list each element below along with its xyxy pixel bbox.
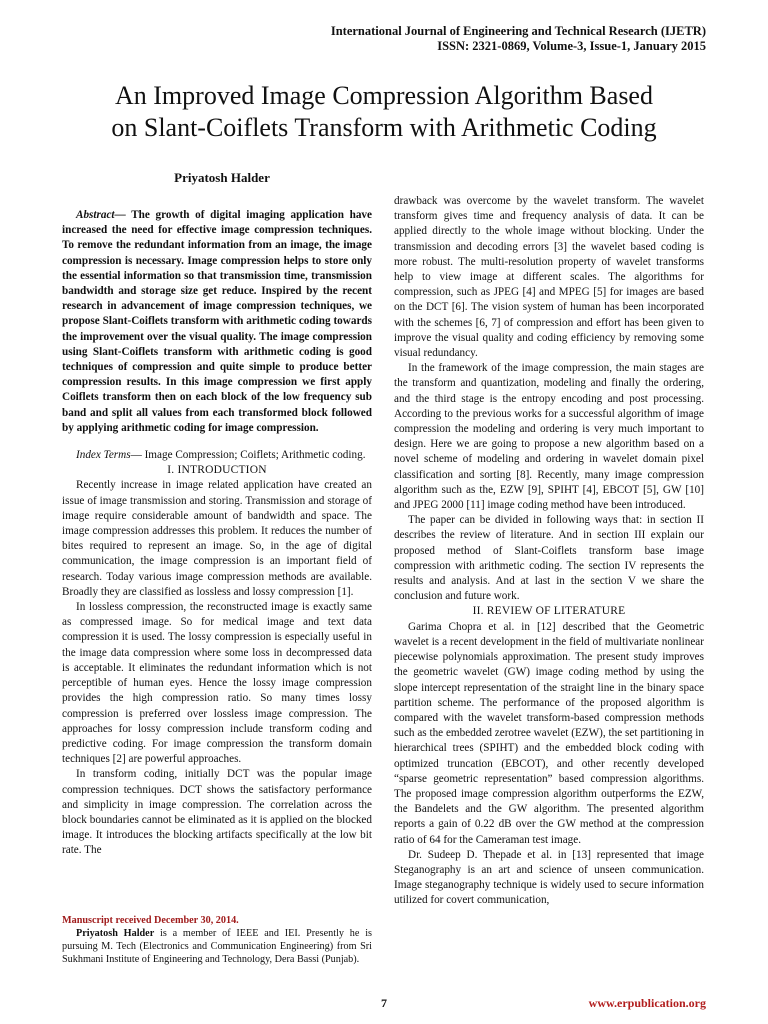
title-line-2: on Slant-Coiflets Transform with Arithmetic Coding	[111, 113, 657, 142]
page-number: 7	[381, 996, 387, 1010]
right-column	[394, 194, 704, 909]
intro-paragraph-3: In transform coding, initially DCT was the popular image compression techniques. DCT shows the satisfactory performance and simplicity in image compression. The correlation across the block boundaries cannot be eliminated as it is applied on the blocked image. It introduces the blocking artifacts specifically at the low bit rate. The	[62, 768, 372, 857]
review-paragraph-2: Dr. Sudeep D. Thepade et al. in [13] represented that image Steganography is an art and science of unseen communication. Image steganography technique is widely used to secure information utilized for covert communication,	[394, 848, 704, 907]
journal-header	[331, 24, 706, 54]
footnote-bio-text: is a member of IEEE and IEI. Presently he is pursuing M. Tech (Electronics and Communication Engineering) from Sri Sukhmani Institute of Engineering and Technology, Dera Bassi (Punjab).	[62, 928, 372, 965]
intro-paragraph-1: Recently increase in image related application have created an issue of image transmission and storing. Transmission and storage of image require considerable amount of bandwidth and space. The image compression addresses this problem. It reduces the number of bites required to represent an image. So, in the age of digital communication, the image compression is an important field of research. Today various image compression methods are available. Broadly they are classified as lossless and lossy compression [1].	[62, 479, 372, 598]
journal-issn: ISSN: 2321-0869, Volume-3, Issue-1, January 2015	[437, 39, 706, 53]
section-heading-introduction: I. INTRODUCTION	[167, 464, 267, 477]
title-line-1: An Improved Image Compression Algorithm Based	[115, 81, 653, 110]
abstract-text: The growth of digital imaging application have increased the need for effective image compression techniques. To remove the redundant information from an image, the image compression is necessary. Image compression helps to store only the essential information so that transmission time, transmission bandwidth and storage size get reduce. Inspired by the recent research in advancement of image compression techniques, we propose Slant-Coiflets transform with arithmetic coding towards the improvement over the visual quality. The image compression using Slant-Coiflets transform with arithmetic coding is good techniques of compression and quite simple to produce better compression results. In this image compression we first apply Coiflets transform then on each block of the low frequency sub band and split all values from each transformed block followed by applying arithmetic coding for image compression.	[62, 209, 372, 434]
index-terms-label: Index Terms	[76, 449, 131, 462]
abstract	[62, 208, 372, 436]
footnote-author-name: Priyatosh Halder	[76, 928, 155, 939]
left-column	[62, 208, 372, 859]
right-paragraph-2: In the framework of the image compression, the main stages are the transform and quantization, modeling and finally the ordering, and the third stage is the entropy encoding and post processing. According to the previous works for a successful algorithm of image compression the modeling and ordering is very much important to design. Here we are going to propose a new algorithm based on a novel scheme of modeling and ordering in wavelet domain pixel classification and sorting [8]. Recently, many image compression algorithm such as the, EZW [9], SPIHT [4], EBCOT [5], GW [10] and JPEG 2000 [11] image coding method have been introduced.	[394, 362, 704, 512]
author-name: Priyatosh Halder	[174, 170, 270, 185]
abstract-label: Abstract	[76, 209, 115, 221]
paper-title	[0, 80, 768, 144]
author-bio	[62, 927, 372, 966]
review-paragraph-1: Garima Chopra et al. in [12] described that the Geometric wavelet is a recent development in the field of multivariate nonlinear piecewise polynomials approximation. The present study improves the geometric wavelet (GW) image coding method by using the slope intercept representation of the straight line in the binary space partition scheme. The performance of the proposed algorithm is compared with the wavelet transform-based compression methods such as the embedded zerotree wavelet (EZW), the set partitioning in hierarchical trees (SPIHT) and the embedded block coding with optimized truncation (EBCOT), and other recently developed “sparse geometric representation” based compression algorithms. The proposed image compression algorithm outperforms the EZW, the Bandelets and the GW algorithm. The presented algorithm reports a gain of 0.22 dB over the GW method at the compression ratio of 64 for the Cameraman test image.	[394, 620, 704, 846]
website-link[interactable]: www.erpublication.org	[588, 996, 706, 1010]
journal-name: International Journal of Engineering and Technical Research (IJETR)	[330, 24, 706, 38]
right-paragraph-1: drawback was overcome by the wavelet transform. The wavelet transform gives time and frequency analysis of data. It can be applied directly to the whole image without blocking. Under the transmission and decoding errors [3] the wavelet based coding is more robust. The multi-resolution property of wavelet transforms help to view image at different scales. The algorithms for compression, such as JPEG [4] and MPEG [5] for images are based on the DCT [6]. The vision system of human has been incorporated with the schemes [6, 7] of compression and effort has been given to improve the visual quality and coding efficiency by removing some visual redundancy.	[394, 195, 704, 360]
intro-paragraph-2: In lossless compression, the reconstructed image is exactly same as compressed image. So for medical image and text data compression it is used. The lossy compression is especially useful in the image data compression where some loss in decompressed data is acceptable. It eliminates the redundant information which is not perceptible of human eyes. Hence the lossy image compression provides the high compression ratio. So many times lossy compression is preferred over lossless image compression. The approaches for lossy compression include transform coding and predictive coding. For image compression the transform domain techniques [2] are powerful approaches.	[62, 601, 372, 766]
abstract-dash: —	[114, 209, 132, 221]
index-terms	[62, 448, 372, 463]
manuscript-received: Manuscript received December 30, 2014.	[62, 915, 239, 926]
index-terms-text: Image Compression; Coiflets; Arithmetic coding.	[144, 449, 366, 462]
right-paragraph-3: The paper can be divided in following ways that: in section II describes the review of literature. And in section III explain our proposed method of Slant-Coiflets transform base image compression with arithmetic coding. The section IV represents the results and analysis. And at last in the section V we share the conclusion and future work.	[394, 514, 704, 603]
section-heading-review: II. REVIEW OF LITERATURE	[472, 605, 626, 618]
index-terms-dash: —	[130, 449, 145, 462]
footnote	[62, 914, 372, 966]
